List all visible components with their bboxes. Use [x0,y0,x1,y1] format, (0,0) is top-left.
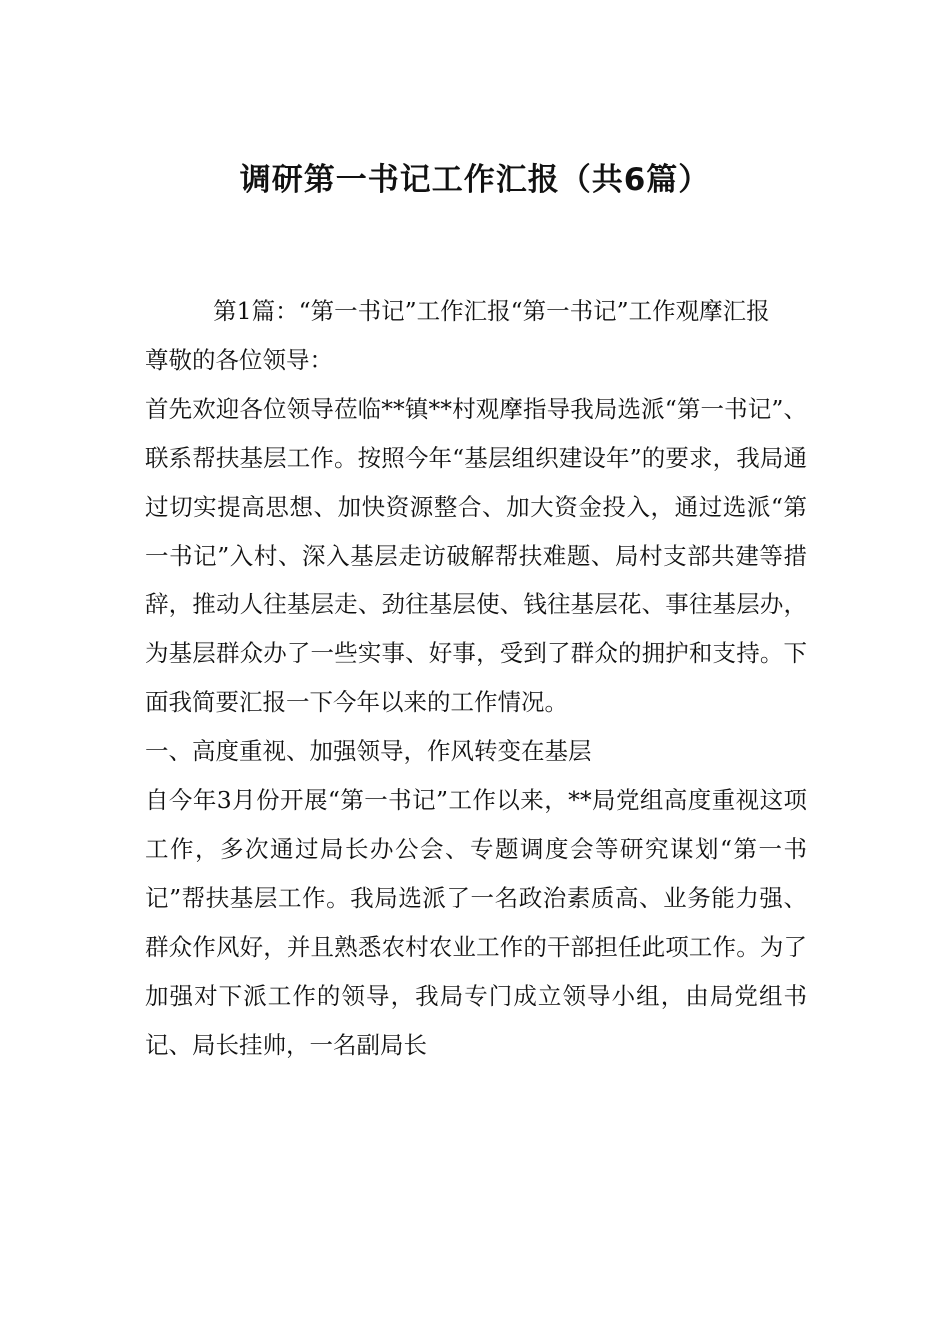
paragraph-chapter-heading: 第1篇：“第一书记”工作汇报“第一书记”工作观摩汇报 [213,297,770,325]
paragraph-salutation: 尊敬的各位领导： [145,345,333,374]
paragraph-introduction: 首先欢迎各位领导莅临**镇**村观摩指导我局选派“第一书记”、联系帮扶基层工作。按照今年“基层组织建设年”的要求，我局通过切实提高思想、加快资源整合、加大资金投入，通过选派“第一书记”入村、深入基层走访破解帮扶难题、局村支部共建等措辞，推动人往基层走、劲往基层使、钱往基层花、事往基层办，为基层群众办了一些实事、好事，受到了群众的拥护和支持。下面我简要汇报一下今年以来的工作情况。 [145,394,807,717]
document-title: 调研第一书记工作汇报（共6篇） [239,162,711,198]
paragraph-section-body: 自今年3月份开展“第一书记”工作以来，**局党组高度重视这项工作，多次通过局长办公会、专题调度会等研究谋划“第一书记”帮扶基层工作。我局选派了一名政治素质高、业务能力强、群众作风好，并且熟悉农村农业工作的干部担任此项工作。为了加强对下派工作的领导，我局专门成立领导小组，由局党组书记、局长挂帅，一名副局长 [145,786,807,1059]
paragraph-section-heading: 一、高度重视、加强领导，作风转变在基层 [145,737,592,766]
document-body [145,287,807,1070]
